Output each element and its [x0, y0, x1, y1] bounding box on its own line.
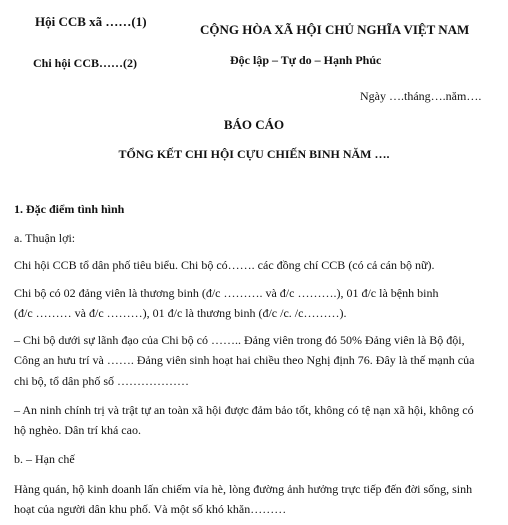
section-heading: 1. Đặc điểm tình hình [14, 202, 125, 216]
org-line-1: Hội CCB xã ……(1) [35, 14, 147, 29]
paragraph-line: hoạt của người dân khu phố. Và một số khó khăn……… [14, 502, 287, 516]
paragraph-line: Chi hội CCB tổ dân phố tiêu biểu. Chi bộ có……. các đồng chí CCB (có cả cán bộ nữ). [14, 258, 435, 272]
paragraph-line: – An ninh chính trị và trật tự an toàn xã hội được đảm bảo tốt, không có tệ nạn xã hội, không có [14, 403, 474, 417]
paragraph-line: – Chi bộ dưới sự lãnh đạo của Chi bộ có …….. Đảng viên trong đó 50% Đảng viên là Bộ đội, [14, 333, 465, 347]
subsection-b-label: b. – Hạn chế [14, 452, 75, 466]
nation-title: CỘNG HÒA XÃ HỘI CHỦ NGHĨA VIỆT NAM [200, 22, 470, 37]
report-subtitle: TỔNG KẾT CHI HỘI CỰU CHIẾN BINH NĂM …. [118, 147, 390, 161]
paragraph-line: (đ/c ……… và đ/c ………), 01 đ/c là thương binh (đ/c /c. /c………). [14, 306, 347, 320]
paragraph-line: chi bộ, tổ dân phố số ……………… [14, 374, 189, 388]
paragraph-line: Công an hưu trí và ……. Đảng viên sinh hoạt hai chiều theo Nghị định 76. Đây là thế mạnh của [14, 353, 475, 367]
org-line-2: Chi hội CCB……(2) [33, 56, 138, 70]
motto: Độc lập – Tự do – Hạnh Phúc [230, 53, 382, 67]
paragraph-line: Hàng quán, hộ kinh doanh lấn chiếm vỉa hè, lòng đường ảnh hưởng trực tiếp đến đời sống, sinh [14, 482, 473, 496]
subsection-a-label: a. Thuận lợi: [14, 231, 76, 245]
report-title: BÁO CÁO [223, 117, 285, 132]
paragraph-line: Chi bộ có 02 đảng viên là thương binh (đ/c ………. và đ/c ……….), 01 đ/c là bệnh binh [14, 286, 439, 300]
paragraph-line: hộ nghèo. Dân trí khá cao. [14, 423, 141, 437]
date-line: Ngày ….tháng….năm…. [360, 89, 482, 103]
